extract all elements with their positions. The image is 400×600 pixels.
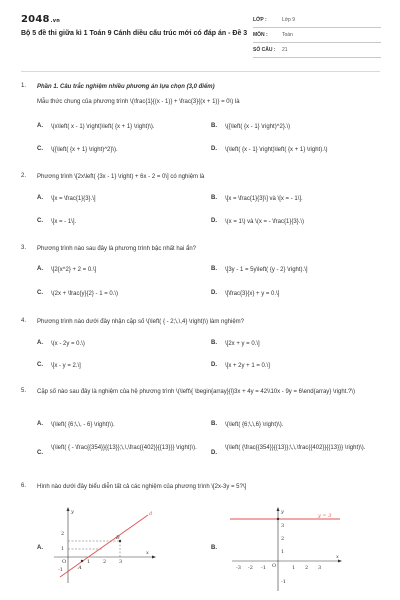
option-key-a[interactable]: A. [37, 340, 43, 346]
site-logo[interactable]: 2048.vn [21, 14, 60, 25]
option-key-c[interactable]: C. [37, 290, 43, 296]
option-key-b[interactable]: B. [211, 545, 217, 551]
tick-label-y: 2 [61, 531, 65, 537]
part-heading: Phần 1. Câu trắc nghiệm nhiều phương án lựa chọn (3,0 điểm) [37, 84, 215, 90]
question-text: Phương trình nào sau đây là phương trình bậc nhất hai ẩn? [37, 246, 197, 252]
question-text: Mẫu thức chung của phương trình \(\frac{1}{(x - 1)} + \frac{3}{(x + 1)} = 0\) là [37, 99, 240, 105]
option-key-b[interactable]: B. [211, 195, 217, 201]
question-text: Cặp số nào sau đây là nghiệm của hệ phương trình \(\left\{ \begin{array}{l}3x + 4y = 42\\10x - 9y = 6\end{array} \right.?\) [37, 389, 355, 395]
x-label: x [336, 554, 339, 560]
option-key-d[interactable]: D. [211, 290, 217, 296]
option-a[interactable]: \(x\left( x - 1) \right)\left( {x + 1} \right)\). [51, 124, 155, 130]
question-number: 2. [21, 173, 27, 179]
meta-label: MÔN : [253, 32, 268, 38]
line-d [60, 515, 148, 577]
option-c[interactable]: \({\left( {x + 1} \right)^2}\). [51, 147, 118, 153]
option-c[interactable]: \[x - y = 2.\] [51, 363, 81, 369]
line-label: y = 3 [318, 513, 332, 519]
meta-value: Toán [282, 32, 293, 38]
option-key-a[interactable]: A. [37, 123, 43, 129]
option-d[interactable]: \(x = 1\) và \(x = - \frac{1}{3}.\) [225, 219, 305, 225]
point-b-label: B [116, 535, 120, 541]
y-label: y [281, 509, 284, 515]
question-text: Phương trình \[2x\left( {3x - 1} \right) + 6x - 2 = 0\] có nghiệm là [37, 174, 205, 180]
tick-label-y: 1 [281, 549, 285, 555]
header-divider [21, 71, 380, 72]
tick-label-x: 3 [318, 565, 322, 571]
tick-label-x: 3 [119, 559, 123, 565]
meta-value: Lớp 9 [282, 17, 296, 23]
option-key-c[interactable]: C. [37, 146, 43, 152]
option-b[interactable]: \[3y - 1 = 5y\left( {y - 2} \right).\] [225, 267, 308, 273]
question-number: 1. [21, 83, 27, 89]
meta-value: 21 [282, 47, 288, 53]
option-d[interactable]: \(\left( {x - 1} \right)\left( {x + 1} \right).\) [225, 147, 328, 153]
point-a [81, 560, 83, 562]
option-key-a[interactable]: A. [37, 545, 43, 551]
option-key-d[interactable]: D. [211, 450, 217, 456]
option-a[interactable]: \(x - 2y = 0.\) [51, 341, 85, 347]
meta-row-count [253, 43, 381, 58]
x-label: x [146, 550, 149, 556]
option-b[interactable]: \[2x + y = 0.\] [225, 341, 260, 347]
option-c[interactable]: \[x = - 1\]. [51, 219, 77, 225]
origin-label: O [272, 563, 277, 569]
tick-label-y: 1 [61, 546, 65, 552]
option-b[interactable]: \[x = \frac{1}{3}\] và \[x = - 1\]. [225, 196, 303, 202]
graph-option-b[interactable] [228, 505, 348, 593]
origin-label: O [62, 559, 67, 565]
y-label: y [71, 509, 74, 515]
document-title: Bộ 5 đề thi giữa kì 1 Toán 9 Cánh diều cấu trúc mới có đáp án - Đề 3 [21, 30, 248, 37]
point-a-label: A [78, 565, 82, 571]
option-c[interactable]: \(2x + \frac{y}{2} - 1 = 0.\) [51, 291, 119, 297]
question-text: Phương trình nào dưới đây nhận cặp số \(\left( { - 2;\,\,4} \right)\) làm nghiệm? [37, 319, 245, 325]
question-number: 4. [21, 318, 27, 324]
tick-label-y: 2 [281, 536, 285, 542]
option-key-c[interactable]: C. [37, 218, 43, 224]
option-d[interactable]: \(\left( {\frac{{354}}{{13}};\,\,\frac{{402}}{{13}}} \right)\). [225, 445, 366, 451]
option-key-a[interactable]: A. [37, 266, 43, 272]
option-key-c[interactable]: C. [37, 450, 43, 456]
option-key-d[interactable]: D. [211, 362, 217, 368]
option-key-a[interactable]: A. [37, 195, 43, 201]
question-text: Hình nào dưới đây biểu diễn tất cả các nghiệm của phương trình \[2x-3y = 5?\] [37, 484, 247, 490]
header [0, 0, 400, 64]
option-key-c[interactable]: C. [37, 362, 43, 368]
meta-row-subject [253, 28, 381, 43]
tick-label-neg: -1 [58, 567, 63, 573]
option-b[interactable]: \(\left( {6;\,\,6} \right)\). [225, 422, 284, 428]
tick-label-x: 2 [103, 559, 107, 565]
question-number: 5. [21, 388, 27, 394]
line-label: d [149, 511, 153, 517]
y-axis-arrow-icon [67, 507, 70, 511]
option-d[interactable]: \[\frac{3}{x} + y = 0.\] [225, 291, 280, 297]
option-key-b[interactable]: B. [211, 123, 217, 129]
option-a[interactable]: \(\left( {6;\,\, - 6} \right)\). [51, 422, 115, 428]
tick-label-y: 3 [281, 523, 285, 529]
meta-row-class [253, 13, 381, 28]
option-b[interactable]: \({\left( {x - 1} \right)^2}.\) [225, 124, 291, 130]
meta-label: LỚP : [253, 17, 267, 23]
option-key-a[interactable]: A. [37, 421, 43, 427]
question-number: 6. [21, 483, 27, 489]
option-c[interactable]: \(\left( { - \frac{{354}}{{13}};\,\,\frac{{402}}{{13}}} \right)\). [51, 445, 197, 451]
x-axis-arrow-icon [152, 556, 156, 559]
option-key-b[interactable]: B. [211, 421, 217, 427]
tick-label-x: 2 [305, 565, 309, 571]
option-key-b[interactable]: B. [211, 266, 217, 272]
tick-label-x: -3 [236, 565, 241, 571]
y-axis-arrow-icon [277, 507, 280, 511]
option-a[interactable]: \[2{x^2} + 2 = 0.\] [51, 267, 97, 273]
tick-label-y: -1 [281, 579, 286, 585]
option-a[interactable]: \[x = \frac{1}{3}.\] [51, 196, 96, 202]
tick-label-x: 1 [292, 565, 296, 571]
tick-label-x: 1 [87, 559, 91, 565]
question-number: 3. [21, 245, 27, 251]
meta-box [253, 13, 381, 58]
tick-label-x: -2 [248, 565, 253, 571]
option-d[interactable]: \[x + 2y + 1 = 0.\] [225, 363, 270, 369]
intercept-point [277, 518, 279, 520]
graph-option-a[interactable] [52, 505, 162, 585]
option-key-d[interactable]: D. [211, 218, 217, 224]
tick-label-x: -1 [261, 565, 266, 571]
option-key-b[interactable]: B. [211, 340, 217, 346]
meta-label: SỐ CÂU : [253, 47, 276, 53]
option-key-d[interactable]: D. [211, 146, 217, 152]
